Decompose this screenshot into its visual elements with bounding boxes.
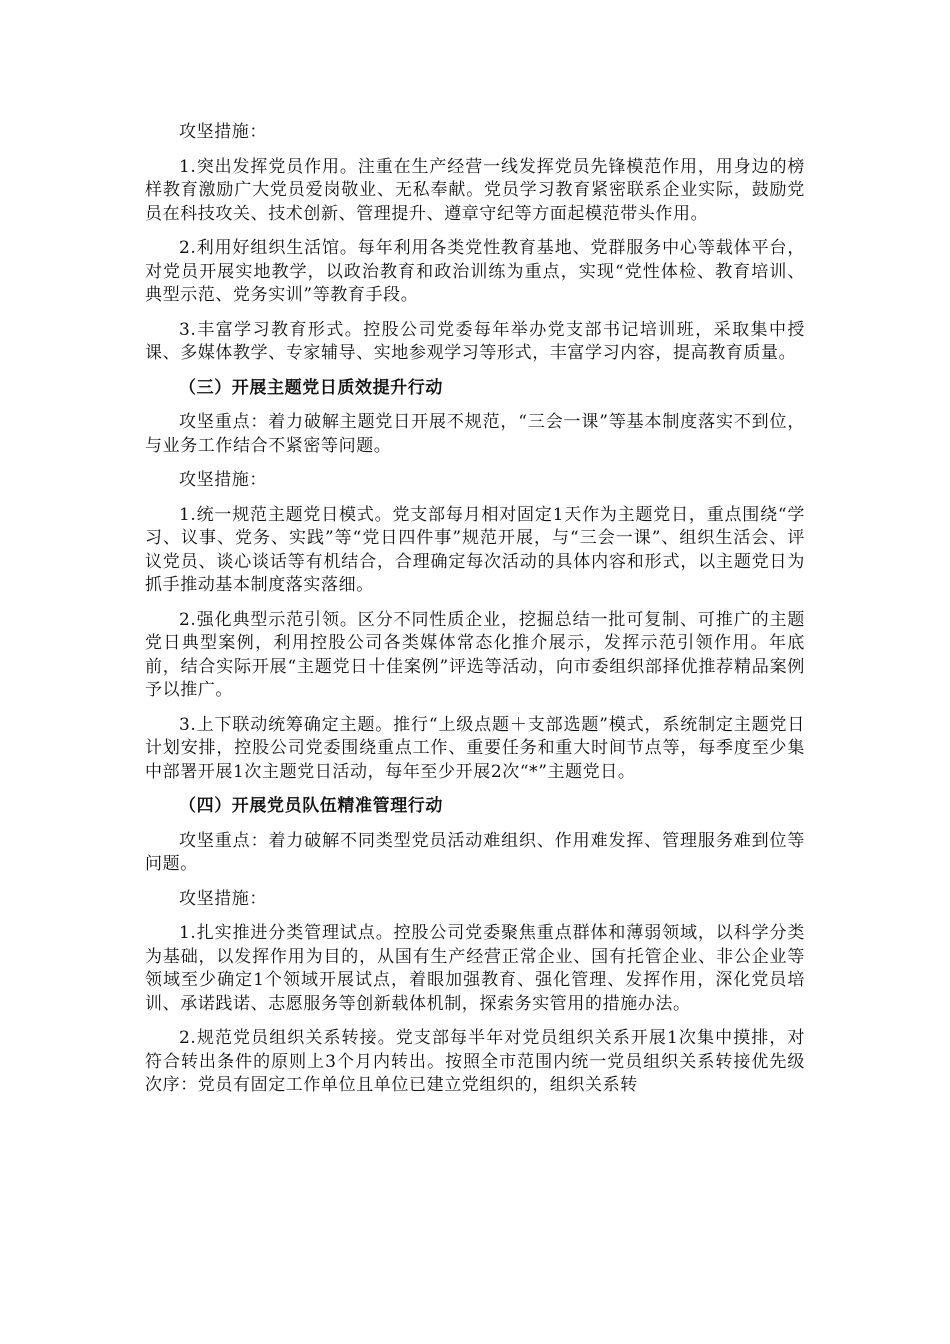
section-heading-4: （四）开展党员队伍精准管理行动 xyxy=(179,796,443,816)
measures-label: 攻坚措施： xyxy=(179,122,267,142)
measure-item: 3.上下联动统筹确定主题。推行“上级点题＋支部选题”模式，系统制定主题党日计划安排，控股公司党委围绕重点工作、重要任务和重大时间节点等，每季度至少集中部署开展1次主题党日活动，每年至少开展2次“*”主题党日。 xyxy=(145,714,805,782)
focus-paragraph: 攻坚重点：着力破解不同类型党员活动难组织、作用难发挥、管理服务难到位等问题。 xyxy=(145,830,805,874)
section-heading-3: （三）开展主题党日质效提升行动 xyxy=(179,377,443,398)
measure-item: 1.扎实推进分类管理试点。控股公司党委聚焦重点群体和薄弱领域，以科学分类为基础，以发挥作用为目的，从国有生产经营正常企业、国有托管企业、非公企业等领域至少确定1个领域开展试点，着眼加强教育、强化管理、发挥作用，深化党员培训、承诺践诺、志愿服务等创新载体机制，探索务实管用的措施办法。 xyxy=(145,923,805,1014)
measure-item: 3.丰富学习教育形式。控股公司党委每年举办党支部书记培训班，采取集中授课、多媒体教学、专家辅导、实地参观学习等形式，丰富学习内容，提高教育质量。 xyxy=(145,319,805,363)
focus-paragraph: 攻坚重点：着力破解主题党日开展不规范，“三会一课”等基本制度落实不到位，与业务工作结合不紧密等问题。 xyxy=(145,412,805,456)
measure-item: 2.强化典型示范引领。区分不同性质企业，挖掘总结一批可复制、可推广的主题党日典型案例，利用控股公司各类媒体常态化推介展示，发挥示范引领作用。年底前，结合实际开展“主题党日十佳案例”评选等活动，向市委组织部择优推荐精品案例予以推广。 xyxy=(145,609,805,700)
measure-item: 1.统一规范主题党日模式。党支部每月相对固定1天作为主题党日，重点围绕“学习、议事、党务、实践”等“党日四件事”规范开展，与“三会一课”、组织生活会、评议党员、谈心谈话等有机结合，合理确定每次活动的具体内容和形式，以主题党日为抓手推动基本制度落实落细。 xyxy=(145,504,805,595)
measure-item: 1.突出发挥党员作用。注重在生产经营一线发挥党员先锋模范作用，用身边的榜样教育激励广大党员爱岗敬业、无私奉献。党员学习教育紧密联系企业实际，鼓励党员在科技攻关、技术创新、管理提升、遵章守纪等方面起模范带头作用。 xyxy=(145,156,805,224)
measure-item: 2.利用好组织生活馆。每年利用各类党性教育基地、党群服务中心等载体平台，对党员开展实地教学，以政治教育和政治训练为重点，实现“党性体检、教育培训、典型示范、党务实训”等教育手段。 xyxy=(145,238,805,305)
measures-label: 攻坚措施： xyxy=(179,470,267,490)
measure-item: 2.规范党员组织关系转接。党支部每半年对党员组织关系开展1次集中摸排，对符合转出条件的原则上3个月内转出。按照全市范围内统一党员组织关系转接优先级次序：党员有固定工作单位且单位已建立党组织的，组织关系转 xyxy=(145,1028,805,1095)
measures-label: 攻坚措施： xyxy=(179,888,267,909)
